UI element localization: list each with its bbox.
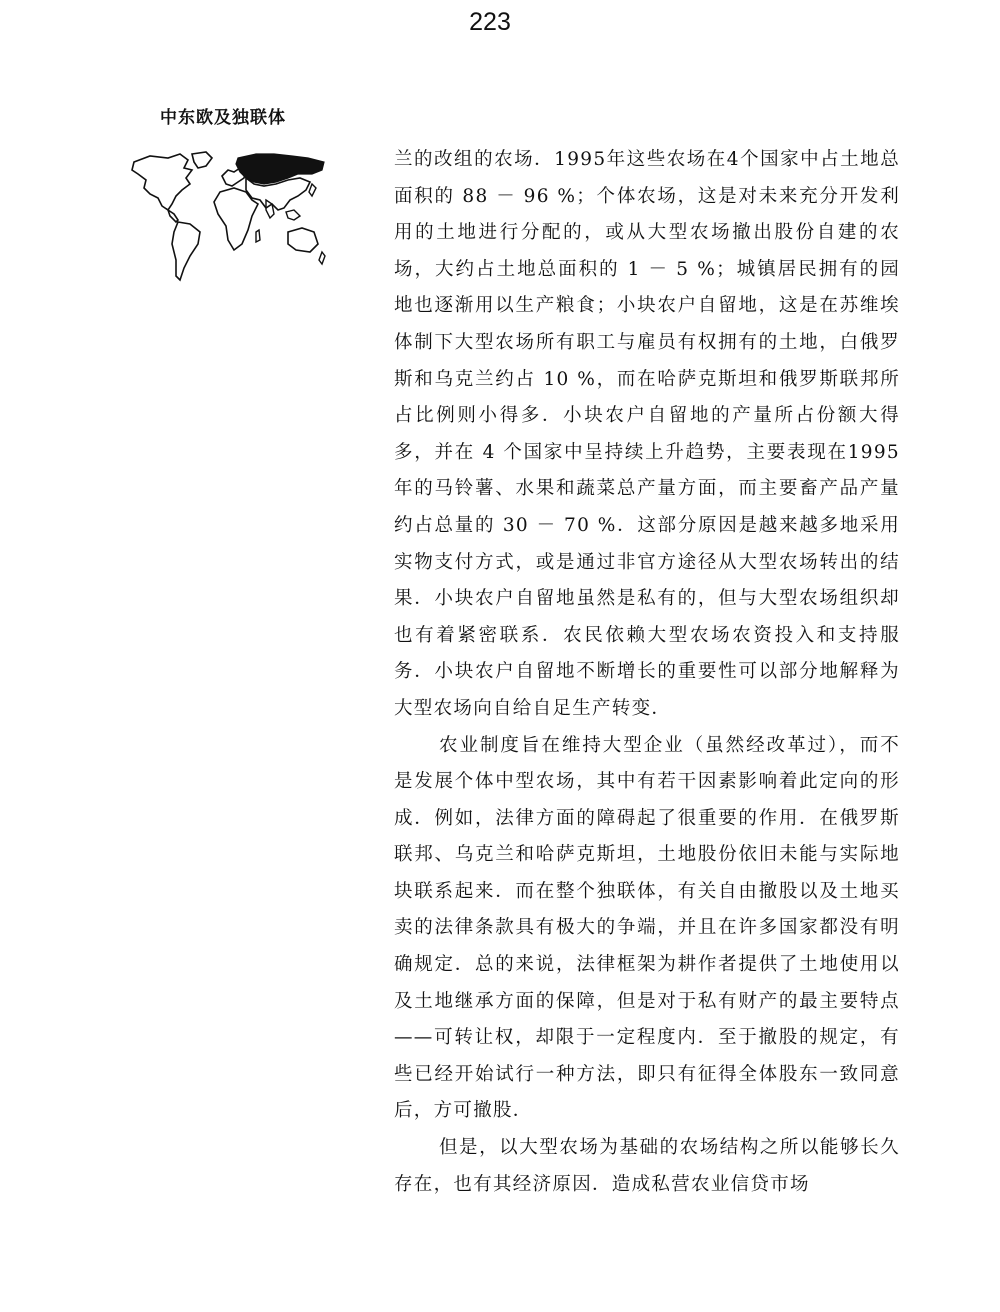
section-label: 中东欧及独联体 bbox=[160, 108, 286, 128]
map-australia bbox=[288, 228, 318, 252]
paragraph-3: 但是，以大型农场为基础的农场结构之所以能够长久存在，也有其经济原因．造成私营农业信贷市场 bbox=[394, 1137, 900, 1195]
map-india bbox=[266, 200, 274, 218]
map-central-america bbox=[168, 210, 178, 222]
map-se-asia bbox=[286, 210, 300, 220]
paragraph-1: 兰的改组的农场．1995年这些农场在4个国家中占土地总面积的 88 － 96 %；个体农场，这是对未来充分开发利用的土地进行分配的，或从大型农场撤出股份自建的农场，大约占土地总面积的 1 － 5 %；城镇居民拥有的园地也逐渐用以生产粮食；小块农户自留地，这是在苏维埃体制下大型农场所有职工与雇员有权拥有的土地，白俄罗斯和乌克兰约占 10 %，而在哈萨克斯坦和俄罗斯联邦所占比例则小得多．小块农户自留地的产量所占份额大得多，并在 4 个国家中呈持续上升趋势，主要表现在1995年的马铃薯、水果和蔬菜总产量方面，而主要畜产品产量约占总量的 30 － 70 %．这部分原因是越来越多地采用实物支付方式，或是通过非官方途径从大型农场转出的结果．小块农户自留地虽然是私有的，但与大型农场组织却也有着紧密联系．农民依赖大型农场农资投入和支持服务．小块农户自留地不断增长的重要性可以部分地解释为大型农场向自给自足生产转变． bbox=[394, 149, 900, 719]
map-madagascar bbox=[256, 230, 260, 242]
map-south-america bbox=[172, 222, 200, 280]
map-new-zealand bbox=[319, 252, 325, 264]
body-text bbox=[394, 142, 900, 1203]
world-map-highlighted-region-icon bbox=[128, 148, 328, 288]
paragraph-2: 农业制度旨在维持大型企业（虽然经改革过），而不是发展个体中型农场，其中有若干因素影响着此定向的形成．例如，法律方面的障碍起了很重要的作用．在俄罗斯联邦、乌克兰和哈萨克斯坦，土地股份依旧未能与实际地块联系起来．而在整个独联体，有关自由撤股以及土地买卖的法律条款具有极大的争端，并且在许多国家都没有明确规定．总的来说，法律框架为耕作者提供了土地使用以及土地继承方面的保障，但是对于私有财产的最主要特点——可转让权，却限于一定程度内．至于撤股的规定，有些已经开始试行一种方法，即只有征得全体股东一致同意后，方可撤股． bbox=[394, 734, 900, 1122]
page-number: 223 bbox=[469, 8, 511, 36]
map-greenland bbox=[192, 152, 212, 168]
map-japan bbox=[309, 184, 316, 196]
map-north-america bbox=[132, 154, 192, 210]
